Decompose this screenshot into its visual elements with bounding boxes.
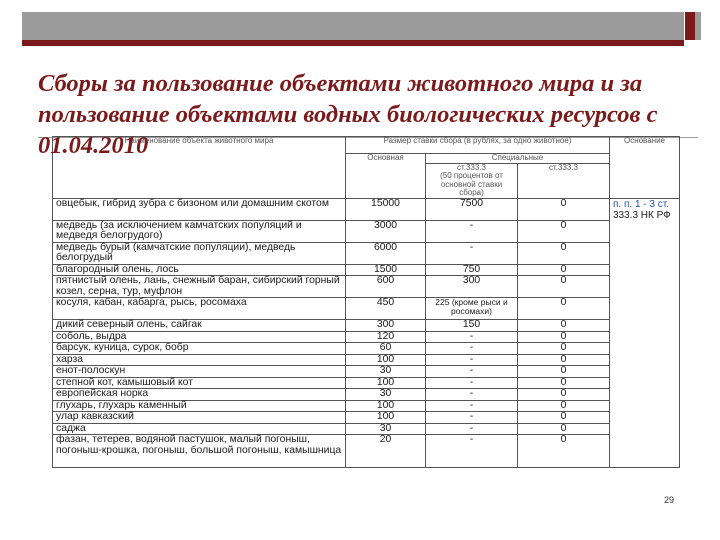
header-general: Основная — [346, 154, 426, 199]
cell-part2: 0 — [518, 377, 610, 389]
cell-general: 6000 — [346, 242, 426, 264]
basis-text: 333.3 НК РФ — [613, 209, 671, 221]
header-name: Наименование объекта животного мира — [53, 137, 346, 199]
table-row — [53, 377, 680, 389]
cell-part2: 0 — [518, 366, 610, 378]
cell-part1: 225 (кроме рыси и росомахи) — [426, 298, 518, 320]
cell-name: степной кот, камышовый кот — [53, 377, 346, 389]
table-row — [53, 354, 680, 366]
table-row — [53, 366, 680, 378]
header-special: Специальные — [426, 154, 610, 164]
cell-general: 15000 — [346, 198, 426, 220]
cell-part1: - — [426, 423, 518, 435]
cell-name: благородный олень, лось — [53, 264, 346, 276]
table-row — [53, 423, 680, 435]
cell-general: 300 — [346, 320, 426, 332]
cell-part2: 0 — [518, 320, 610, 332]
table-row — [53, 331, 680, 343]
cell-part1: - — [426, 400, 518, 412]
cell-name: саджа — [53, 423, 346, 435]
cell-name: соболь, выдра — [53, 331, 346, 343]
header-fee-group: Размер ставки сбора (в рублях, за одно животное) — [346, 137, 610, 154]
cell-part2: 0 — [518, 343, 610, 355]
table-row — [53, 220, 680, 242]
cell-part2: 0 — [518, 389, 610, 401]
table-row — [53, 198, 680, 220]
cell-general: 100 — [346, 412, 426, 424]
cell-part1: - — [426, 343, 518, 355]
cell-part2: 0 — [518, 298, 610, 320]
cell-general: 600 — [346, 276, 426, 298]
cell-general: 60 — [346, 343, 426, 355]
cell-general: 100 — [346, 400, 426, 412]
cell-name: дикий северный олень, сайгак — [53, 320, 346, 332]
cell-name: медведь бурый (камчатские популяции), медведь белогрудый — [53, 242, 346, 264]
cell-general: 30 — [346, 423, 426, 435]
cell-part1: - — [426, 389, 518, 401]
table-row — [53, 343, 680, 355]
table-row — [53, 276, 680, 298]
top-red-bar — [22, 40, 684, 46]
cell-part2: 0 — [518, 242, 610, 264]
cell-part2: 0 — [518, 412, 610, 424]
cell-part1: - — [426, 435, 518, 468]
cell-name: пятнистый олень, лань, снежный баран, сибирский горный козел, серна, тур, муфлон — [53, 276, 346, 298]
cell-part2: 0 — [518, 276, 610, 298]
page-number: 29 — [664, 495, 675, 505]
cell-general: 1500 — [346, 264, 426, 276]
cell-part1: 7500 — [426, 198, 518, 220]
cell-name: енот-полоскун — [53, 366, 346, 378]
table-row — [53, 298, 680, 320]
table-row — [53, 320, 680, 332]
cell-part2: 0 — [518, 354, 610, 366]
cell-name: харза — [53, 354, 346, 366]
top-gray-bar — [22, 12, 684, 40]
cell-name: фазан, тетерев, водяной пастушок, малый погоныш, погоныш-крошка, погоныш, большой погоныш, камышница — [53, 435, 346, 468]
cell-general: 450 — [346, 298, 426, 320]
cell-name: барсук, куница, сурок, бобр — [53, 343, 346, 355]
cell-part1: - — [426, 331, 518, 343]
table-row — [53, 264, 680, 276]
cell-part1: 750 — [426, 264, 518, 276]
cell-part1: - — [426, 377, 518, 389]
table-row — [53, 412, 680, 424]
cell-name: европейская норка — [53, 389, 346, 401]
table-row — [53, 389, 680, 401]
table-row — [53, 242, 680, 264]
cell-general: 30 — [346, 366, 426, 378]
table-row — [53, 435, 680, 468]
cell-general: 120 — [346, 331, 426, 343]
cell-part1: - — [426, 220, 518, 242]
cell-part1: - — [426, 354, 518, 366]
cell-part2: 0 — [518, 264, 610, 276]
cell-part1: - — [426, 242, 518, 264]
cell-general: 100 — [346, 354, 426, 366]
slide-title: Сборы за пользование объектами животного мира и за пользование объектами водных биологических ресурсов с 01.04.2010 — [38, 70, 658, 159]
basis-link: п. п. 1 - 3 ст. — [613, 198, 669, 210]
cell-general: 100 — [346, 377, 426, 389]
header-part1-note: (50 процентов от основной ставки сбора) — [440, 171, 503, 197]
cell-name: косуля, кабан, кабарга, рысь, росомаха — [53, 298, 346, 320]
cell-part1: - — [426, 366, 518, 378]
cell-general: 30 — [346, 389, 426, 401]
cell-general: 3000 — [346, 220, 426, 242]
cell-part1: - — [426, 412, 518, 424]
cell-part2: 0 — [518, 198, 610, 220]
cell-part1: 300 — [426, 276, 518, 298]
header-part1 — [426, 163, 518, 198]
table-row — [53, 400, 680, 412]
corner-red-square — [685, 12, 695, 40]
header-part2: ст.333.3 — [518, 163, 610, 198]
cell-name: глухарь, глухарь каменный — [53, 400, 346, 412]
fee-table-image — [52, 136, 679, 484]
cell-part2: 0 — [518, 331, 610, 343]
header-part1-label: ст.333.3 — [456, 162, 487, 172]
cell-part2: 0 — [518, 400, 610, 412]
cell-part2: 0 — [518, 220, 610, 242]
fee-table — [52, 136, 680, 468]
cell-part2: 0 — [518, 435, 610, 468]
cell-name: медведь (за исключением камчатских популяций и медведя белогрудого) — [53, 220, 346, 242]
cell-part2: 0 — [518, 423, 610, 435]
header-basis: Основание — [610, 137, 680, 199]
cell-name: улар кавказский — [53, 412, 346, 424]
cell-part1: 150 — [426, 320, 518, 332]
cell-name: овцебык, гибрид зубра с бизоном или домашним скотом — [53, 198, 346, 220]
cell-general: 20 — [346, 435, 426, 468]
table-body — [53, 198, 680, 468]
cell-basis — [610, 198, 680, 468]
